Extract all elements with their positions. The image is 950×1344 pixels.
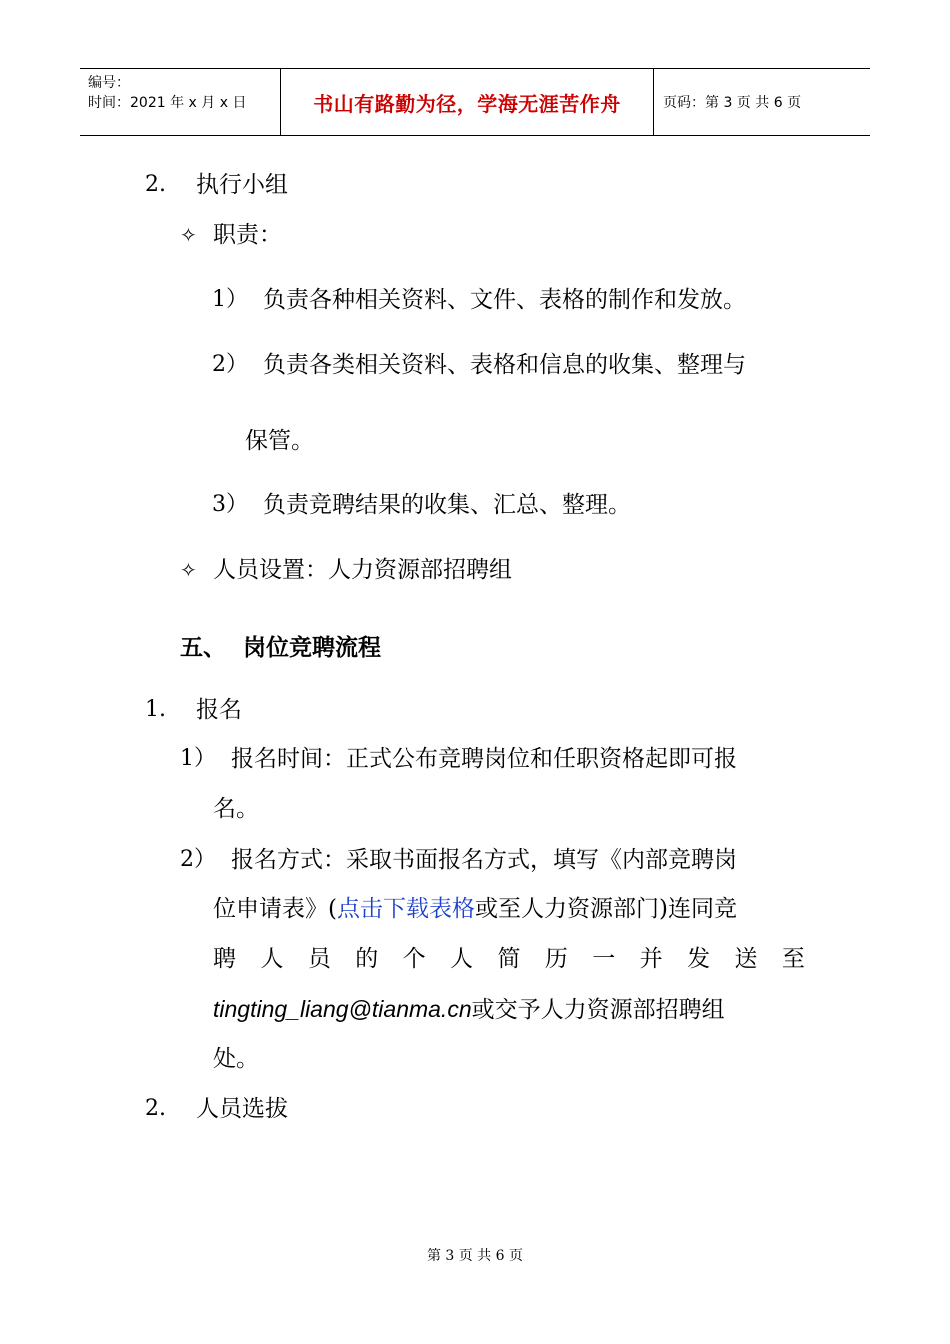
time-label: 时间：2021 年 x 月 x 日	[88, 95, 247, 111]
section-title: 执行小组	[196, 172, 288, 198]
list-item-continued: 名。	[213, 796, 259, 822]
section-title: 人员选拔	[196, 1096, 288, 1122]
justified-line	[213, 944, 805, 974]
char: 的	[355, 946, 379, 972]
header-page-info: 页码：第 3 页 共 6 页	[663, 95, 802, 111]
page-header	[80, 68, 870, 136]
char: 历	[544, 946, 568, 972]
email-address[interactable]: tingting_liang@tianma.cn	[213, 996, 472, 1022]
chapter-number: 五、	[180, 635, 226, 661]
list-item-continued	[213, 894, 737, 924]
header-motto: 书山有路勤为径，学海无涯苦作舟	[281, 69, 654, 135]
char: 并	[639, 946, 663, 972]
char: 员	[307, 946, 331, 972]
diamond-bullet-icon: ✧	[180, 223, 197, 247]
list-item: 负责竞聘结果的收集、汇总、整理。	[263, 492, 631, 518]
diamond-bullet-icon: ✧	[180, 558, 197, 582]
list-item-continued	[213, 994, 725, 1025]
list-number: 3）	[212, 492, 248, 517]
download-form-link[interactable]: 点击下载表格	[336, 896, 475, 922]
list-number: 1）	[212, 287, 248, 312]
text-span: 或至人力资源部门)连同竞	[474, 896, 737, 922]
char: 人	[260, 946, 284, 972]
chapter-title: 岗位竞聘流程	[243, 635, 381, 661]
list-item: 报名方式：采取书面报名方式，填写《内部竞聘岗	[231, 847, 737, 873]
char: 发	[687, 946, 711, 972]
char: 送	[734, 946, 758, 972]
list-item-continued: 处。	[213, 1046, 259, 1072]
char: 聘	[213, 946, 236, 972]
staff-label: 人员设置：人力资源部招聘组	[213, 557, 512, 583]
list-item: 负责各种相关资料、文件、表格的制作和发放。	[263, 287, 746, 313]
section-number: 1.	[145, 697, 166, 722]
header-left-cell	[80, 69, 281, 135]
number-label: 编号：	[88, 75, 130, 91]
section-number: 2.	[145, 1096, 166, 1121]
page-footer: 第 3 页 共 6 页	[426, 1248, 524, 1264]
text-span: 或交予人力资源部招聘组	[471, 997, 725, 1023]
list-number: 2）	[180, 847, 216, 872]
list-number: 2）	[212, 352, 248, 377]
section-number: 2.	[145, 172, 166, 197]
list-item: 报名时间：正式公布竞聘岗位和任职资格起即可报	[231, 746, 737, 772]
char: 一	[592, 946, 616, 972]
section-title: 报名	[196, 697, 242, 723]
list-number: 1）	[180, 746, 216, 771]
duty-label: 职责：	[213, 222, 282, 248]
char: 人	[450, 946, 474, 972]
list-item-continued: 保管。	[245, 428, 314, 454]
list-item: 负责各类相关资料、表格和信息的收集、整理与	[263, 352, 746, 378]
char: 个	[402, 946, 426, 972]
char: 简	[497, 946, 521, 972]
char: 至	[781, 946, 805, 972]
text-span: 位申请表》(	[213, 896, 337, 922]
